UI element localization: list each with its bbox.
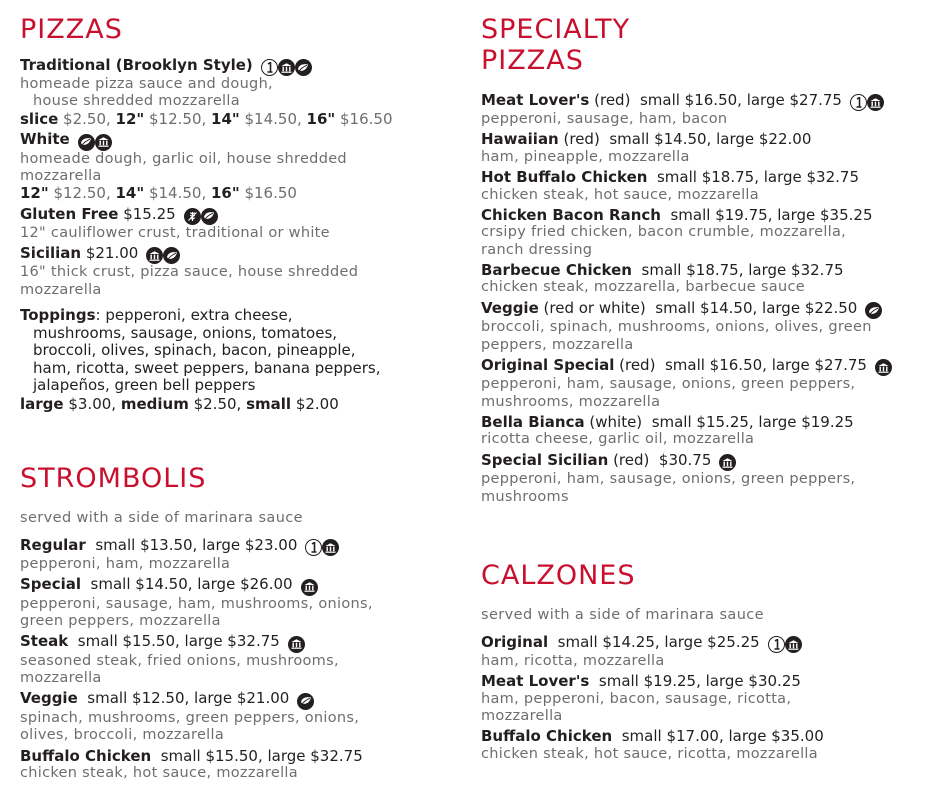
item-name: Veggie <box>20 689 78 708</box>
building-icon <box>867 94 884 111</box>
item-name: White <box>20 130 70 149</box>
item-description: mozzarella <box>20 281 102 298</box>
item-name: Chicken Bacon Ranch <box>481 205 661 224</box>
strombolis-note: served with a side of marinara sauce <box>20 510 303 526</box>
size-price: $2.50, <box>58 109 116 128</box>
item-description: 16" thick crust, pizza sauce, house shredded <box>20 264 359 281</box>
item-description: seasoned steak, fried onions, mushrooms, <box>20 652 339 669</box>
number-one-icon <box>305 539 322 556</box>
item-sauce: (red) <box>589 91 631 109</box>
item-icons <box>301 579 318 596</box>
toppings-text: : pepperoni, extra cheese, <box>95 306 293 325</box>
item-icons <box>288 636 305 653</box>
item-icons <box>261 59 312 76</box>
item-description: mozzarella <box>481 708 563 725</box>
item-description: chicken steak, mozzarella, barbecue sauce <box>481 279 805 296</box>
item-description: ranch dressing <box>481 241 593 258</box>
item-price: small $14.50, large $22.00 <box>599 130 812 149</box>
toppings-text: mushrooms, sausage, onions, tomatoes, <box>33 323 338 342</box>
item-name: Meat Lover's <box>481 91 590 109</box>
item-description: pepperoni, ham, sausage, onions, green peppers, <box>481 471 856 488</box>
pizzas-section <box>20 14 460 416</box>
specialty-title <box>481 14 941 76</box>
item-name: Bella Bianca <box>481 412 585 431</box>
number-one-icon <box>850 94 867 111</box>
item-price: small $12.50, large $21.00 <box>77 689 290 708</box>
specialty-list <box>481 92 941 506</box>
menu-item-traditional <box>20 57 460 128</box>
size-price: $16.50 <box>239 184 297 203</box>
item-sauce: (red) <box>608 450 650 469</box>
size-price: $12.50, <box>144 109 212 128</box>
leaf-icon <box>865 302 882 319</box>
item-description: house shredded mozzarella <box>33 93 240 110</box>
item-name: Sicilian <box>20 243 82 262</box>
item-price: small $14.50, large $22.50 <box>645 298 858 317</box>
strombolis-title: STROMBOLIS <box>20 463 207 494</box>
building-icon <box>278 59 295 76</box>
size-prices <box>20 111 460 129</box>
item-sauce: (red) <box>558 130 600 149</box>
item-icons <box>719 454 736 471</box>
item-description: pepperoni, sausage, ham, bacon <box>481 111 728 127</box>
calzones-note: served with a side of marinara sauce <box>481 607 764 623</box>
size-label: 12" <box>115 109 145 128</box>
number-one-icon <box>768 636 785 653</box>
item-description: chicken steak, hot sauce, mozzarella <box>481 186 759 203</box>
menu-item <box>20 748 460 783</box>
size-label: 12" <box>20 184 49 203</box>
menu-item <box>481 634 941 670</box>
size-label: 16" <box>306 109 336 128</box>
size-price: $14.50, <box>144 184 211 203</box>
menu-item <box>481 207 941 259</box>
item-description: mozzarella <box>20 167 102 184</box>
item-name: Hawaiian <box>481 130 559 149</box>
menu-item <box>481 673 941 725</box>
item-description: chicken steak, hot sauce, mozzarella <box>20 765 298 782</box>
item-price: small $14.50, large $26.00 <box>81 575 293 594</box>
item-description: pepperoni, ham, sausage, onions, green peppers, <box>481 376 856 393</box>
number-one-icon <box>261 59 278 76</box>
item-description: ham, ricotta, mozzarella <box>481 653 665 669</box>
menu-item-sicilian <box>20 245 460 299</box>
menu-item-white <box>20 131 460 203</box>
size-price: $14.50, <box>239 109 307 128</box>
item-icons <box>184 208 218 225</box>
toppings-prices <box>20 396 460 414</box>
item-icons <box>850 94 884 111</box>
item-name: Traditional (Brooklyn Style) <box>20 56 253 74</box>
item-price: $15.25 <box>123 204 176 223</box>
item-description: 12" cauliflower crust, traditional or white <box>20 224 330 241</box>
menu-item <box>481 357 941 411</box>
item-price: small $15.25, large $19.25 <box>642 412 854 431</box>
leaf-icon <box>201 208 218 225</box>
menu-item <box>481 131 941 166</box>
item-price: small $15.50, large $32.75 <box>68 632 280 651</box>
item-icons <box>146 247 180 264</box>
item-name: Barbecue Chicken <box>481 260 632 279</box>
item-description: ricotta cheese, garlic oil, mozzarella <box>481 431 755 448</box>
toppings-block <box>20 307 460 413</box>
item-price: small $19.75, large $35.25 <box>660 205 873 224</box>
toppings-text: jalapeños, green bell peppers <box>33 376 256 395</box>
building-icon <box>322 539 339 556</box>
size-label: large <box>20 394 64 413</box>
menu-item-gluten-free <box>20 206 460 242</box>
item-description: ham, pineapple, mozzarella <box>481 148 690 165</box>
building-icon <box>719 454 736 471</box>
size-price: $12.50, <box>48 184 116 203</box>
size-price: $3.00, <box>63 394 121 413</box>
size-label: small <box>246 394 292 413</box>
item-name: Original Special <box>481 355 615 374</box>
leaf-icon <box>163 247 180 264</box>
menu-item <box>20 633 460 687</box>
leaf-icon <box>297 693 314 710</box>
size-prices <box>20 185 460 203</box>
item-price: $21.00 <box>85 243 139 262</box>
item-name: Hot Buffalo Chicken <box>481 168 648 187</box>
strombolis-section <box>20 463 460 785</box>
item-description: mushrooms, mozzarella <box>481 393 661 410</box>
item-name: Gluten Free <box>20 204 119 223</box>
building-icon <box>95 134 112 151</box>
wheat-free-icon <box>184 208 201 225</box>
item-sauce: (red or white) <box>538 298 646 317</box>
item-description: spinach, mushrooms, green peppers, onions, <box>20 709 360 726</box>
item-price: small $19.25, large $30.25 <box>589 672 801 691</box>
toppings-label: Toppings <box>20 306 96 325</box>
size-label: 16" <box>211 184 240 203</box>
item-description: peppers, mozzarella <box>481 336 634 353</box>
toppings-text: ham, ricotta, sweet peppers, banana peppers, <box>33 358 381 377</box>
item-description: pepperoni, sausage, ham, mushrooms, onions, <box>20 595 373 612</box>
size-price: $2.00 <box>291 394 339 413</box>
item-description: green peppers, mozzarella <box>20 613 221 630</box>
specialty-title-line2: PIZZAS <box>481 45 584 76</box>
size-price: $16.50 <box>335 109 393 128</box>
item-price: small $14.25, large $25.25 <box>548 633 760 651</box>
item-price: small $18.75, large $32.75 <box>631 260 844 279</box>
item-price: small $13.50, large $23.00 <box>85 536 298 554</box>
item-price: small $17.00, large $35.00 <box>612 727 824 746</box>
building-icon <box>785 636 802 653</box>
item-name: Buffalo Chicken <box>20 746 152 765</box>
item-price: $30.75 <box>649 450 712 469</box>
leaf-icon <box>295 59 312 76</box>
item-description: homeade dough, garlic oil, house shredded <box>20 150 347 167</box>
calzones-list <box>481 634 941 763</box>
item-icons <box>865 302 882 319</box>
item-name: Special Sicilian <box>481 450 609 469</box>
item-name: Buffalo Chicken <box>481 727 613 746</box>
item-price: small $18.75, large $32.75 <box>647 168 859 187</box>
item-description: pepperoni, ham, mozzarella <box>20 556 231 572</box>
item-description: broccoli, spinach, mushrooms, onions, olives, green <box>481 319 872 336</box>
item-icons <box>875 359 892 376</box>
item-description: chicken steak, hot sauce, ricotta, mozzarella <box>481 745 818 762</box>
item-icons <box>305 539 339 556</box>
item-name: Steak <box>20 632 69 651</box>
item-name: Regular <box>20 536 86 554</box>
item-name: Veggie <box>481 298 539 317</box>
item-name: Meat Lover's <box>481 672 590 691</box>
building-icon <box>301 579 318 596</box>
menu-item <box>481 300 941 354</box>
item-price: small $16.50, large $27.75 <box>655 355 867 374</box>
item-description: ham, pepperoni, bacon, sausage, ricotta, <box>481 690 792 707</box>
item-description: mozzarella <box>20 670 102 687</box>
size-label: slice <box>20 109 59 128</box>
menu-item <box>481 169 941 204</box>
menu-item <box>20 690 460 744</box>
strombolis-list <box>20 537 460 782</box>
toppings-text: broccoli, olives, spinach, bacon, pineapple, <box>33 341 356 360</box>
size-label: 14" <box>211 109 240 128</box>
leaf-icon <box>78 134 95 151</box>
menu-item <box>20 576 460 630</box>
building-icon <box>875 359 892 376</box>
item-description: mushrooms <box>481 488 569 505</box>
pizzas-title: PIZZAS <box>20 14 123 45</box>
item-icons <box>78 134 112 151</box>
menu-item <box>20 537 460 573</box>
item-sauce: (white) <box>584 412 643 431</box>
item-icons <box>297 693 314 710</box>
item-name: Original <box>481 633 549 651</box>
item-description: crsipy fried chicken, bacon crumble, mozzarella, <box>481 224 847 241</box>
menu-item <box>481 728 941 763</box>
menu-item <box>481 414 941 449</box>
item-description: olives, broccoli, mozzarella <box>20 727 225 744</box>
item-sauce: (red) <box>614 355 656 374</box>
item-description: homeade pizza sauce and dough, <box>20 76 273 92</box>
item-price: small $15.50, large $32.75 <box>151 746 363 765</box>
calzones-section <box>481 560 941 766</box>
building-icon <box>146 247 163 264</box>
building-icon <box>288 636 305 653</box>
size-price: $2.50, <box>188 394 247 413</box>
item-price: small $16.50, large $27.75 <box>630 91 842 109</box>
calzones-title: CALZONES <box>481 560 636 591</box>
item-icons <box>768 636 802 653</box>
menu-item <box>481 452 941 506</box>
menu-item <box>481 262 941 297</box>
size-label: medium <box>120 394 189 413</box>
item-name: Special <box>20 575 82 594</box>
size-label: 14" <box>115 184 145 203</box>
specialty-section <box>481 14 941 509</box>
specialty-title-line1: SPECIALTY <box>481 14 631 45</box>
menu-item <box>481 92 941 128</box>
